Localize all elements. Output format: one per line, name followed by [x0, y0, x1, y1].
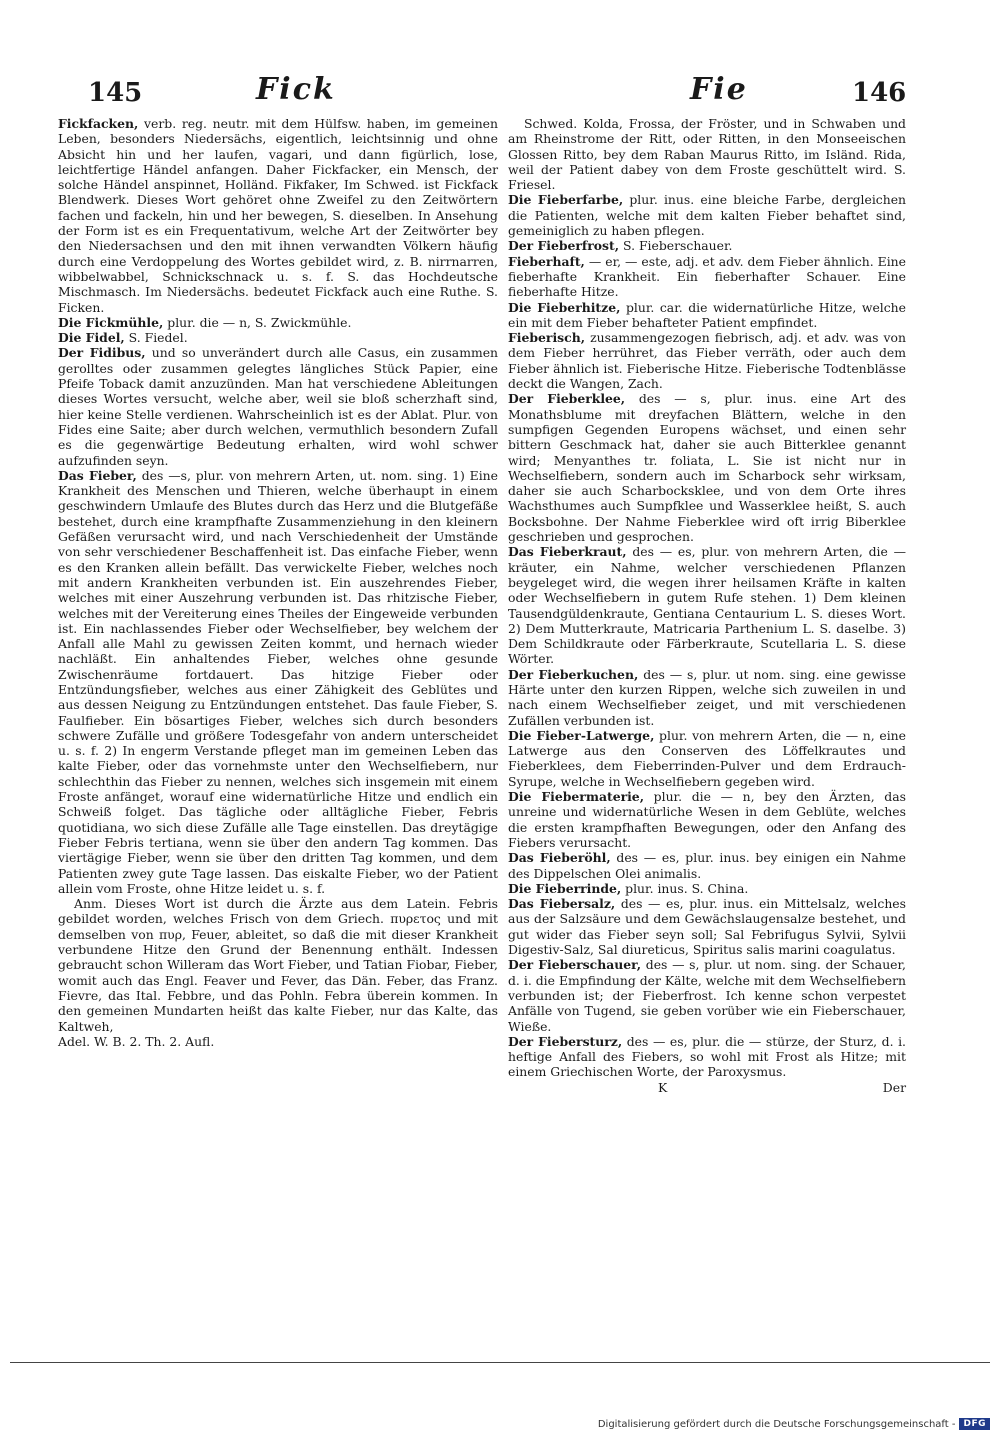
left-column: [58, 116, 498, 1049]
entry-text: verb. reg. neutr. mit dem Hülfsw. haben, im gemeinen Leben, besonders Niedersächs, eigentlich, leichtsinnig und ohne Absicht hin und her laufen, vagari, und dann figürlich, lose, leichtfertige Händel anfangen. Daher Fickfacker, ein Mensch, der solche Händel anspinnet, Holländ. Fikfaker, Im Schwed. ist Fickfack Blendwerk. Dieses Wort gehöret ohne Zweifel zu den Zeitwörtern fachen und fackeln, hin und her bewegen, S. dieselben. In Ansehung der Form ist es ein Frequentativum, welche Art der Zeitwörter bey den Niedersachsen und den mit ihnen verwandten Völkern häufig durch eine Verdoppelung des Wortes gebildet wird, z. B. nirrnarren, wibbelwabbel, Schnickschnack u. s. f. S. das Hochdeutsche Mischmasch. Im Niedersächs. bedeutet Fickfack auch eine Ruthe. S. Ficken.: [58, 116, 498, 315]
entry-headword: Das Fieber,: [58, 467, 137, 483]
entry-text: plur. inus. S. China.: [621, 880, 749, 896]
dictionary-entry: [508, 789, 906, 850]
entry-text: zusammengezogen fiebrisch, adj. et adv. was von dem Fieber herrühret, das Fieber verräth, oder auch dem Fieber ähnlich ist. Fieberische Hitze. Fieberische Todtenblässe deckt die Wangen, Zach.: [508, 330, 906, 392]
entry-text: plur. von mehrern Arten, die — n, eine Latwerge aus den Conserven des Löffelkrautes und Fieberklees, dem Fieberrinden-Pulver und dem Erdrauch-Syrupe, welche in Wechselfiebern gegeben wird.: [508, 727, 906, 789]
entry-text: des — s, plur. ut nom. sing. eine gewisse Härte unter den kurzen Rippen, welche sich zuweilen in und nach einem Wechselfieber zeiget, und mit verschiedenen Zufällen verbunden ist.: [508, 666, 906, 728]
dictionary-entry: [508, 881, 906, 896]
dictionary-entry: [58, 345, 498, 467]
right-column: [508, 116, 906, 1095]
signature-line: [508, 1080, 906, 1095]
entry-text: plur. die — n, S. Zwickmühle.: [163, 314, 352, 330]
entry-text: Schwed. Kolda, Frossa, der Fröster, und in Schwaben und am Rheinstrome der Ritt, oder Ritten, in den Monseeischen Glossen Ritto, bey dem Raban Maurus Ritto, im Isländ. Rida, weil der Patient dabey von dem Froste geschüttelt wird. S. Friesel.: [508, 116, 906, 193]
dictionary-entry: [508, 667, 906, 728]
entry-text: und so unverändert durch alle Casus, ein zusammen gerolltes oder zusammen gelegtes längliches Stück Papier, eine Pfeife Toback damit anzuzünden. Man hat verschiedene Ableitungen dieses Wortes versucht, welche aber, weil sie bloß scherzhaft sind, hier keine Stelle verdienen. Wahrscheinlich ist es der Ablat. Plur. von Fides eine Saite; aber durch welchen, vermuthlich besondern Zufall es die gegenwärtige Bedeutung erhalten, wird wohl schwer aufzufinden seyn.: [58, 345, 499, 468]
digitization-footer: [598, 1416, 990, 1432]
dictionary-note: [58, 896, 498, 1034]
entry-text: des — s, plur. ut nom. sing. der Schauer, d. i. die Empfindung der Kälte, welche mit dem Wechselfiebern verbunden ist; der Fieberfrost. Ich kenne schon verpestet Anfälle von Tugend, sie geben vorüber wie ein Fieberschauer, Wieße.: [508, 957, 907, 1034]
entry-headword: Die Fieberfarbe,: [508, 192, 624, 208]
right-page-number: 146: [852, 78, 907, 108]
entry-headword: Fieberhaft,: [508, 253, 585, 269]
entry-text: — er, — este, adj. et adv. dem Fieber ähnlich. Eine fieberhafte Krankheit. Ein fieberhafter Schauer. Eine fieberhafte Hitze.: [508, 253, 906, 300]
footer-credit: Digitalisierung gefördert durch die Deutsche Forschungsgemeinschaft -: [597, 1418, 956, 1430]
entry-headword: Der Fieberschauer,: [508, 957, 642, 973]
right-running-head: Fie: [690, 72, 748, 107]
catchword: Der: [882, 1079, 906, 1095]
dfg-logo: DFG: [959, 1418, 990, 1430]
signature-mark: K: [658, 1079, 668, 1095]
entry-text: des — es, plur. inus. ein Mittelsalz, welches aus der Salzsäure und dem Gewächslaugensalze bestehet, und gut wider das Fieber seyn soll; Sal Febrifugus Sylvii, Sylvii Digestiv-Salz, Sal diureticus, Spiritus salis marini coagulatus.: [508, 896, 906, 958]
dictionary-entry: [58, 116, 498, 315]
dictionary-entry: [508, 957, 906, 1033]
dictionary-entry: [508, 544, 906, 666]
entry-text: des — es, plur. die — stürze, der Sturz, d. i. heftige Anfall des Fiebers, so wohl mit Frost als Hitze; mit einem Griechischen Worte, der Paroxysmus.: [508, 1033, 906, 1080]
entry-headword: Die Fickmühle,: [58, 314, 164, 330]
dictionary-entry: [508, 1034, 906, 1080]
entry-text: S. Fieberschauer.: [619, 238, 733, 254]
dictionary-entry: [58, 330, 498, 345]
dictionary-entry: [508, 300, 906, 331]
entry-headword: Die Fidel,: [58, 330, 125, 346]
entry-headword: Der Fiebersturz,: [508, 1033, 623, 1049]
entry-headword: Die Fiebermaterie,: [508, 789, 645, 805]
entry-text: plur. die — n, bey den Ärzten, das unreine und widernatürliche Wesen in dem Geblüte, welches die ersten krampfhaften Bewegungen, oder den Anfang des Fiebers verursacht.: [508, 789, 906, 850]
left-page-number: 145: [88, 78, 143, 108]
entry-headword: Das Fiebersalz,: [508, 896, 616, 912]
entry-headword: Die Fieberrinde,: [508, 880, 622, 896]
entry-headword: Fieberisch,: [508, 330, 586, 346]
dictionary-entry: [508, 728, 906, 789]
entry-text: des —s, plur. von mehrern Arten, ut. nom. sing. 1) Eine Krankheit des Menschen und Thieren, welche überhaupt in einem geschwindern Umlaufe des Blutes durch das Herz und die Blutgefäße bestehet, durch eine krampfhafte Zusammenziehung in den kleinern Gefäßen verursacht wird, und nach Verschiedenheit der Umstände von sehr verschiedener Beschaffenheit ist. Das einfache Fieber, wenn es den Kranken allein befällt. Das verwickelte Fieber, welches noch mit andern Krankheiten verbunden ist. Ein auszehrendes Fieber, welches mit einer Auszehrung verbunden ist. Das rhitzische Fieber, welches mit der Vereiterung eines Theiles der Eingeweide verbunden ist. Ein nachlassendes Fieber oder Wechselfieber, bey welchem der Anfall alle Mahl zu gewissen Zeiten kommt, und hernach wieder nachläßt. Ein anhaltendes Fieber, welches ohne gesunde Zwischenräume fortdauert. Das hitzige Fieber oder Entzündungsfieber, welches aus einer Zähigkeit des Geblütes und aus dessen Neigung zu Entzündungen entstehet. Das faule Fieber, S. Faulfieber. Ein bösartiges Fieber, welches sich durch besonders schwere Zufälle und größere Todesgefahr von andern unterscheidet u. s. f. 2) In engerm Verstande pfleget man im gemeinen Leben das kalte Fieber, oder das vornehmste unter den Wechselfiebern, nur schlechthin das Fieber zu nennen, welches sich insgemein mit einem Froste anfänget, worauf eine widernatürliche Hitze und endlich ein Schweiß folget. Das tägliche oder alltägliche Fieber, Febris quotidiana, wo sich diese Zufälle alle Tage einstellen. Das dreytägige Fieber Febris tertiana, wenn sie über den andern Tag kommen. Das viertägige Fieber, wenn sie über den dritten Tag kommen, und dem Patienten zwey gute Tage lassen. Das eiskalte Fieber, wo der Patient allein vom Froste, ohne Hitze leidet u. s. f.: [58, 467, 498, 896]
dictionary-entry: [508, 116, 906, 192]
entry-text: plur. car. die widernatürliche Hitze, welche ein mit dem Fieber behafteter Patient empfindet.: [508, 299, 906, 330]
dictionary-entry: [58, 468, 498, 896]
footer-rule: [10, 1362, 990, 1363]
entry-headword: Das Fieberöhl,: [508, 850, 611, 866]
entry-headword: Das Fieberkraut,: [508, 544, 627, 560]
entry-headword: Der Fidibus,: [58, 345, 146, 361]
entry-headword: Fickfacken,: [58, 116, 139, 131]
entry-headword: Der Fieberkuchen,: [508, 666, 639, 682]
dictionary-entry: [508, 192, 906, 238]
dictionary-entry: [508, 238, 906, 253]
dictionary-entry: [58, 315, 498, 330]
signature-line: Adel. W. B. 2. Th. 2. Aufl.: [58, 1033, 215, 1049]
entry-text: des — s, plur. inus. eine Art des Monathsblume mit dreyfachen Blättern, welche in den sumpfigen Gegenden Europens wächset, und einen sehr bittern Geschmack hat, daher sie auch Bitterklee genannt wird; Menyanthes tr. foliata, L. Sie ist nicht nur in Wechselfiebern, sondern auch im Scharbock sehr wirksam, daher sie auch Scharbocksklee, und von dem Orte ihres Wachsthumes auch Sumpfklee und Wasserklee heißt, S. auch Bocksbohne. Der Nahme Fieberklee wird oft irrig Biberklee geschrieben und gesprochen.: [508, 391, 906, 545]
dictionary-entry: [508, 850, 906, 881]
dictionary-entry: [508, 330, 906, 391]
dictionary-entry: [508, 391, 906, 544]
entry-text: S. Fiedel.: [124, 330, 188, 346]
entry-headword: Der Fieberfrost,: [508, 238, 620, 254]
dictionary-entry: [508, 896, 906, 957]
entry-headword: Der Fieberklee,: [508, 391, 626, 407]
entry-text: des — es, plur. inus. bey einigen ein Nahme des Dippelschen Olei animalis.: [508, 850, 906, 881]
left-running-head: Fick: [256, 72, 336, 107]
entry-text: des — es, plur. von mehrern Arten, die — kräuter, ein Nahme, welcher verschiedenen Pflanzen beygeleget wird, die wegen ihrer heilsamen Kräfte in kalten oder Wechselfiebern in gutem Rufe stehen. 1) Dem kleinen Tausendgüldenkraute, Gentiana Centaurium L. S. dieses Wort. 2) Dem Mutterkraute, Matricaria Parthenium L. S. daselbe. 3) Dem Schildkraute oder Färberkraute, Scutellaria L. S. diese Wörter.: [508, 544, 906, 667]
entry-headword: Die Fieber-Latwerge,: [508, 727, 655, 743]
entry-headword: Die Fieberhitze,: [508, 299, 621, 315]
dictionary-entry: [508, 254, 906, 300]
entry-text: Anm. Dieses Wort ist durch die Ärzte aus dem Latein. Febris gebildet worden, welches Frisch von dem Griech. πυρετος und mit demselben von πυρ, Feuer, ableitet, so daß die mit dieser Krankheit verbundene Hitze den Grund der Benennung enthält. Indessen gebraucht schon Willeram das Wort Fieber, und Tatian Fiobar, Fieber, womit auch das Engl. Feaver und Fever, das Dän. Feber, das Franz. Fievre, das Ital. Febbre, und das Pohln. Febra überein kommen. In den gemeinen Mundarten heißt das kalte Fieber, nur das Kalte, das Kaltweh,: [58, 896, 498, 1034]
entry-text: plur. inus. eine bleiche Farbe, dergleichen die Patienten, welche mit dem kalten Fieber behaftet sind, gemeiniglich zu haben pflegen.: [508, 192, 907, 239]
